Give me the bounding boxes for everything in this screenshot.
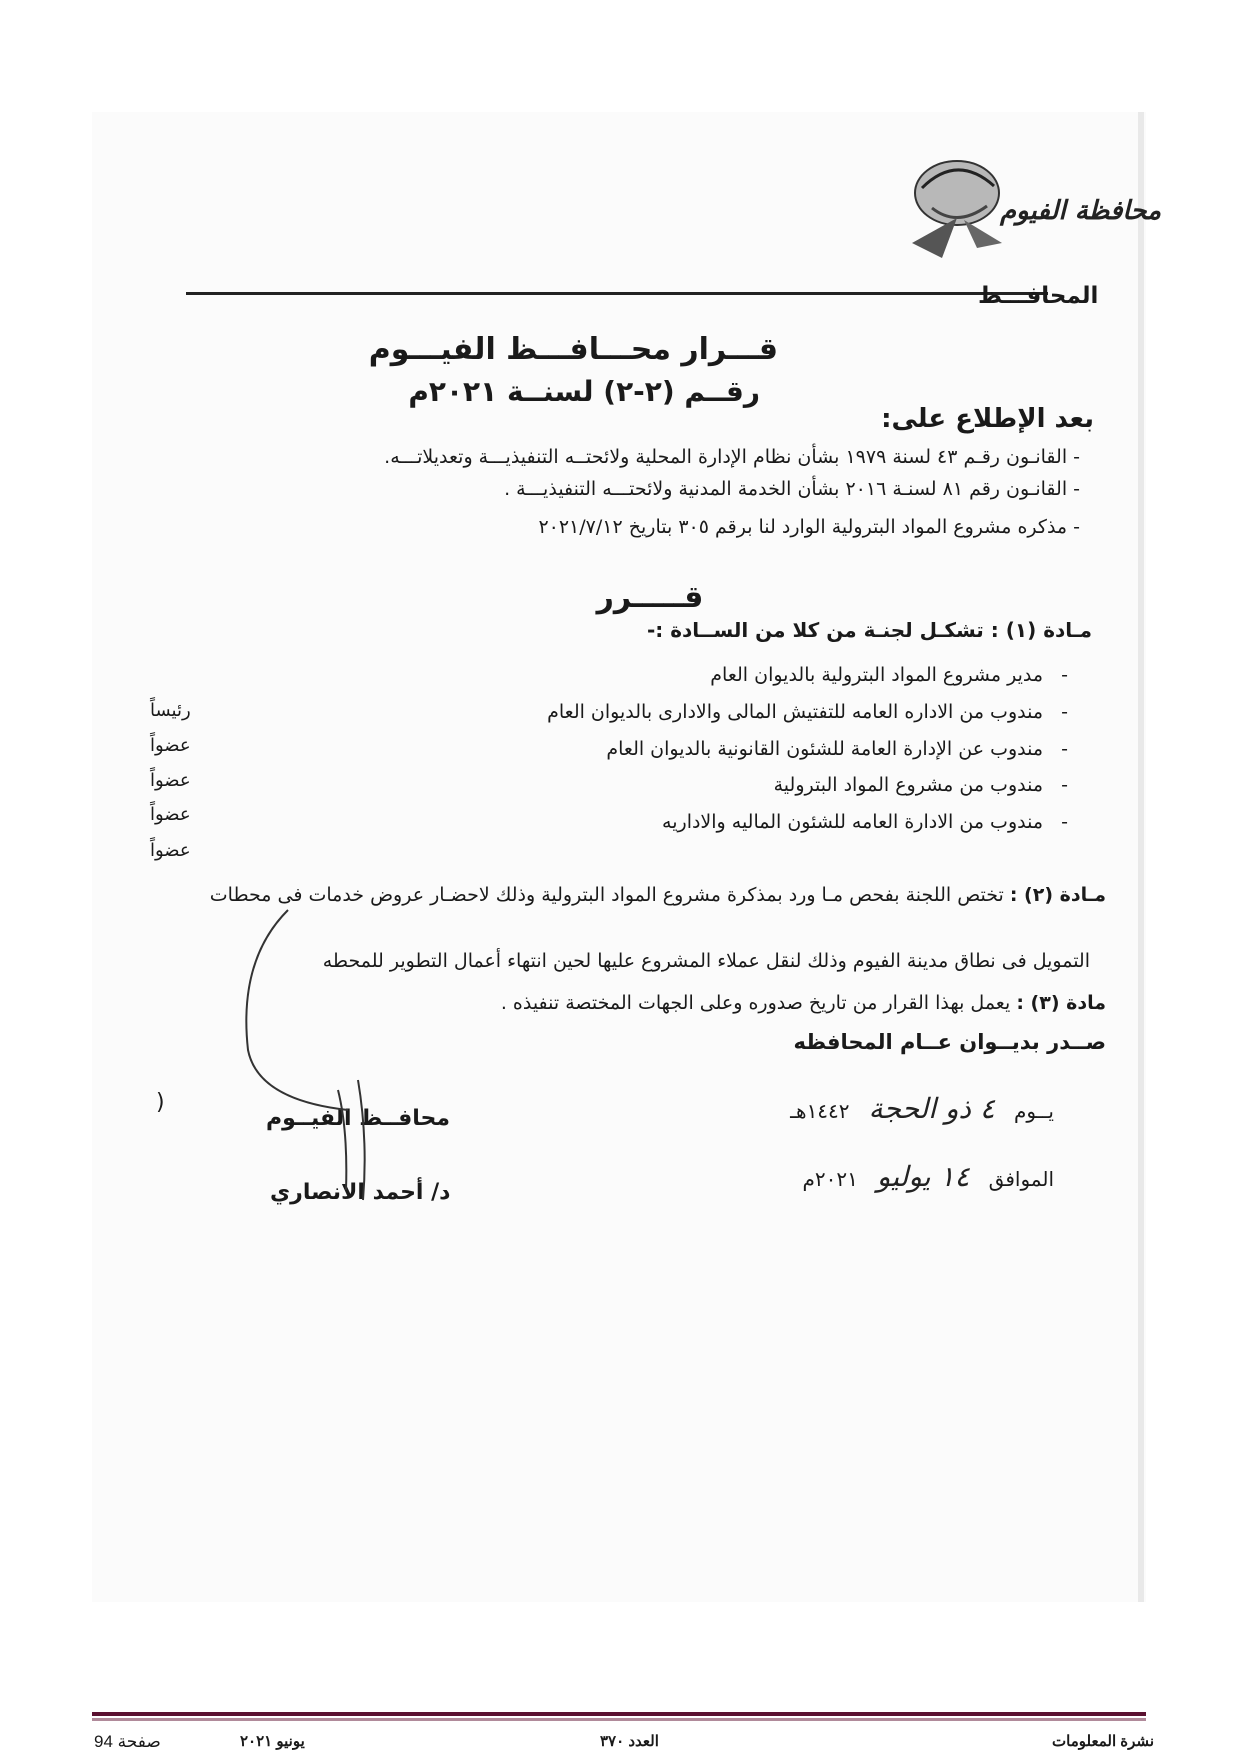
footer-page-label: صفحة — [117, 1732, 161, 1751]
preamble-item: - القانـون رقـم ٤٣ لسنة ١٩٧٩ بشأن نظام الإدارة المحلية ولائحتــه التنفيذيـــة وتعديلاتـــه. — [384, 446, 1080, 468]
member-dash: - — [1043, 738, 1068, 760]
footer-page — [94, 1732, 161, 1752]
article3 — [501, 992, 1106, 1014]
header-rule — [186, 292, 1048, 295]
hijri-year: ١٤٤٢هـ — [790, 1099, 850, 1123]
office-title: المحافـــظ — [978, 283, 1099, 309]
article2-line2: التمويل فى نطاق مدينة الفيوم وذلك لنقل عملاء المشروع عليها لحين انتهاء أعمال التطوير للمحطه — [322, 950, 1090, 972]
footer-issue: العدد ٣٧٠ — [600, 1733, 659, 1750]
gregorian-date — [802, 1160, 1054, 1193]
governorate-name: محافظة الفيوم — [1000, 196, 1162, 226]
article2-text: تختص اللجنة بفحص مـا ورد بمذكرة مشروع المواد البترولية وذلك لاحضـار عروض خدمات فى محطات — [209, 884, 1004, 906]
hijri-date — [790, 1092, 1054, 1125]
member-name: مدير مشروع المواد البترولية بالديوان العام — [710, 664, 1044, 686]
agreeing-label: الموافق — [988, 1167, 1054, 1191]
member-role: عضواً — [150, 735, 191, 756]
gregorian-year: ٢٠٢١م — [802, 1167, 858, 1191]
decree-number: رقــم (٢-٢) لسنــة ٢٠٢١م — [408, 375, 760, 408]
footer-rule-top — [92, 1712, 1146, 1716]
handwritten-signature — [228, 900, 428, 1220]
margin-mark: ( — [156, 1090, 165, 1115]
member-dash: - — [1043, 701, 1068, 723]
signatory-title: محافــظ الفيــوم — [266, 1106, 450, 1131]
member-dash: - — [1043, 774, 1068, 796]
article3-text: يعمل بهذا القرار من تاريخ صدوره وعلى الجهات المختصة تنفيذه . — [500, 992, 1011, 1014]
preamble-item: - القانـون رقم ٨١ لسنـة ٢٠١٦ بشأن الخدمة المدنية ولائحتـــه التنفيذيـــة . — [504, 478, 1080, 500]
member-role: عضواً — [150, 840, 191, 861]
scan-edge — [1138, 112, 1144, 1602]
article1-heading: مـادة (١) : تشكـل لجنـة من كلا من الســادة :- — [646, 618, 1092, 642]
committee-member — [774, 774, 1068, 796]
signatory-name: د/ أحمد الانصاري — [270, 1180, 451, 1205]
day-label: يــوم — [1014, 1099, 1054, 1123]
preamble-item: - مذكره مشروع المواد البترولية الوارد لنا برقم ٣٠٥ بتاريخ ٢٠٢١/٧/١٢ — [538, 516, 1080, 538]
preamble-heading: بعد الإطلاع على: — [881, 404, 1094, 434]
issued-statement: صــدر بديــوان عــام المحافظه — [793, 1030, 1106, 1054]
member-role: عضواً — [150, 804, 191, 825]
committee-member — [662, 811, 1068, 833]
member-dash: - — [1043, 811, 1068, 833]
footer-date: يونيو ٢٠٢١ — [240, 1733, 305, 1750]
member-name: مندوب عن الإدارة العامة للشئون القانونية بالديوان العام — [606, 738, 1044, 760]
member-role: رئيساً — [150, 700, 191, 721]
gregorian-handwritten: ١٤ يوليو — [876, 1160, 970, 1193]
committee-member — [547, 701, 1068, 723]
committee-member — [710, 664, 1068, 686]
member-role: عضواً — [150, 770, 191, 791]
decree-title: قـــرار محـــافـــظ الفيـــوم — [368, 332, 778, 367]
member-dash: - — [1043, 664, 1068, 686]
hijri-handwritten: ٤ ذو الحجة — [868, 1092, 995, 1125]
article2-label: مـادة (٢) : — [1009, 884, 1106, 906]
decision-heading: قـــــرر — [596, 580, 704, 615]
footer-rule-bottom — [92, 1718, 1146, 1721]
member-name: مندوب من الادارة العامه للشئون الماليه والاداريه — [662, 811, 1044, 833]
footer-page-number: 94 — [94, 1732, 113, 1751]
footer-publication: نشرة المعلومات — [1052, 1733, 1154, 1750]
article3-label: مادة (٣) : — [1016, 992, 1106, 1014]
member-name: مندوب من مشروع المواد البترولية — [773, 774, 1044, 796]
member-name: مندوب من الاداره العامه للتفتيش المالى والادارى بالديوان العام — [547, 701, 1044, 723]
committee-member — [606, 738, 1068, 760]
